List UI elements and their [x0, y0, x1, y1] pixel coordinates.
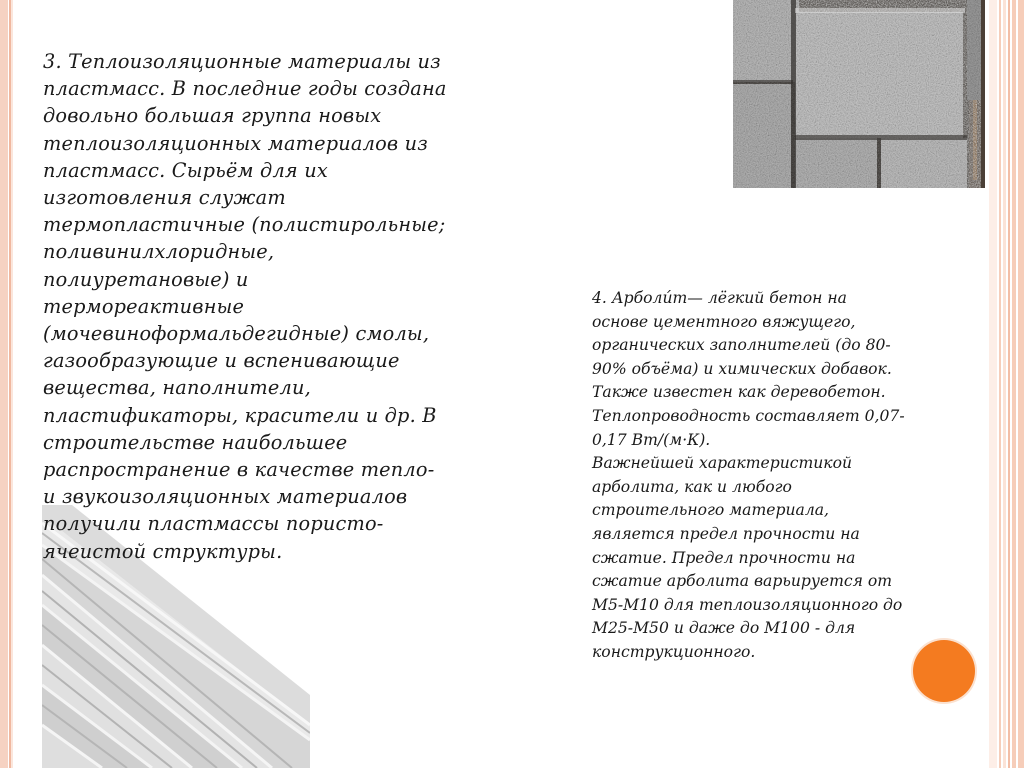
right-border-line-2: [1003, 0, 1006, 768]
right-border-band-light: [989, 0, 997, 768]
arbolit-paragraph: 4. Арболи́т— лёгкий бетон на основе цементного вяжущего, органических заполнителей (до 80- 90% объёма) и химических добавок. Также известен как деревобетон. Теплопроводность составляет 0,07- 0,17 Вт/(м·К). Важнейшей характеристикой арболита, как и любого строительного материала, является предел прочности на сжатие. Предел прочности на сжатие арболита варьируется от М5-М10 для теплоизоляционного до М25-М50 и даже до М100 - для конструкционного.: [592, 289, 905, 661]
right-border-line-4: [1012, 0, 1016, 768]
plastic-insulation-paragraph: 3. Теплоизоляционные материалы из пластмасс. В последние годы создана довольно большая группа новых теплоизоляционных материалов из пластмасс. Сырьём для их изготовления служат термопластичные (полистирольные; поливинилхлоридные, полиуретановые) и термореактивные (мочевиноформальдегидные) смолы, газообразующие и вспенивающие вещества, наполнители, пластификаторы, красители и др. В строительстве наибольшее распространение в качестве тепло- и звукоизоляционных материалов получили пластмассы пористо- ячеистой структуры.: [43, 50, 447, 563]
arbolit-blocks-image: [733, 0, 985, 188]
right-border-line-1: [999, 0, 1001, 768]
left-border-light: [11, 0, 13, 768]
decorative-circle-icon: [913, 640, 975, 702]
right-border-line-3: [1008, 0, 1010, 768]
left-border-stripe: [0, 0, 8, 768]
right-border-line-5: [1018, 0, 1024, 768]
